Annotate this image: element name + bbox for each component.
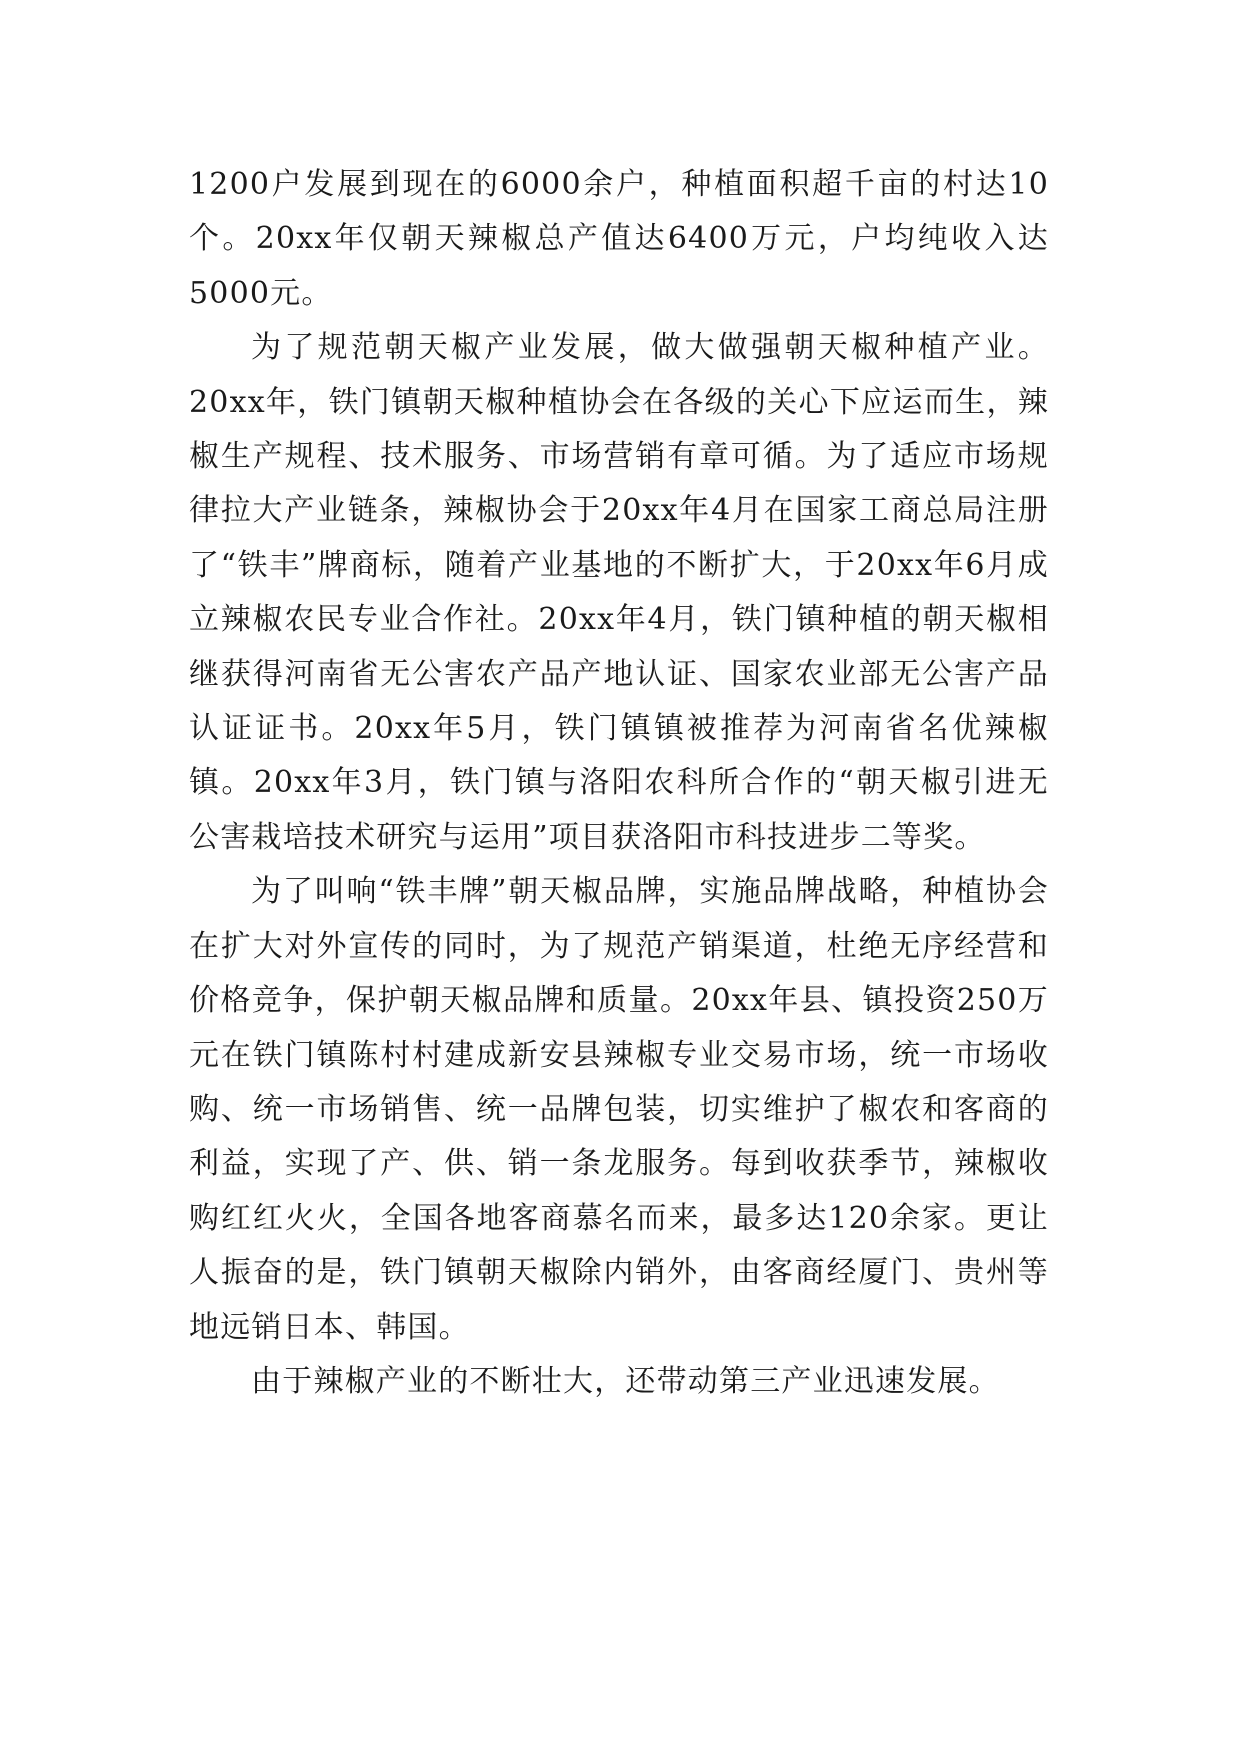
paragraph-3: 为了叫响“铁丰牌”朝天椒品牌，实施品牌战略，种植协会在扩大对外宣传的同时，为了规范产销渠道，杜绝无序经营和价格竞争，保护朝天椒品牌和质量。20xx年县、镇投资250万元在铁门镇陈村村建成新安县辣椒专业交易市场，统一市场收购、统一市场销售、统一品牌包装，切实维护了椒农和客商的利益，实现了产、供、销一条龙服务。每到收获季节，辣椒收购红红火火，全国各地客商慕名而来，最多达120余家。更让人振奋的是，铁门镇朝天椒除内销外，由客商经厦门、贵州等地远销日本、韩国。 (189, 874, 1049, 1345)
paragraph-2: 为了规范朝天椒产业发展，做大做强朝天椒种植产业。20xx年，铁门镇朝天椒种植协会在各级的关心下应运而生，辣椒生产规程、技术服务、市场营销有章可循。为了适应市场规律拉大产业链条，辣椒协会于20xx年4月在国家工商总局注册了“铁丰”牌商标，随着产业基地的不断扩大，于20xx年6月成立辣椒农民专业合作社。20xx年4月，铁门镇种植的朝天椒相继获得河南省无公害农产品产地认证、国家农业部无公害产品认证证书。20xx年5月，铁门镇镇被推荐为河南省名优辣椒镇。20xx年3月，铁门镇与洛阳农科所合作的“朝天椒引进无公害栽培技术研究与运用”项目获洛阳市科技进步二等奖。 (189, 330, 1049, 855)
paragraph-4: 由于辣椒产业的不断壮大，还带动第三产业迅速发展。 (251, 1363, 1000, 1399)
document-body (189, 158, 1049, 1409)
paragraph-1: 1200户发展到现在的6000余户，种植面积超千亩的村达10个。20xx年仅朝天辣椒总产值达6400万元，户均纯收入达5000元。 (189, 167, 1049, 311)
